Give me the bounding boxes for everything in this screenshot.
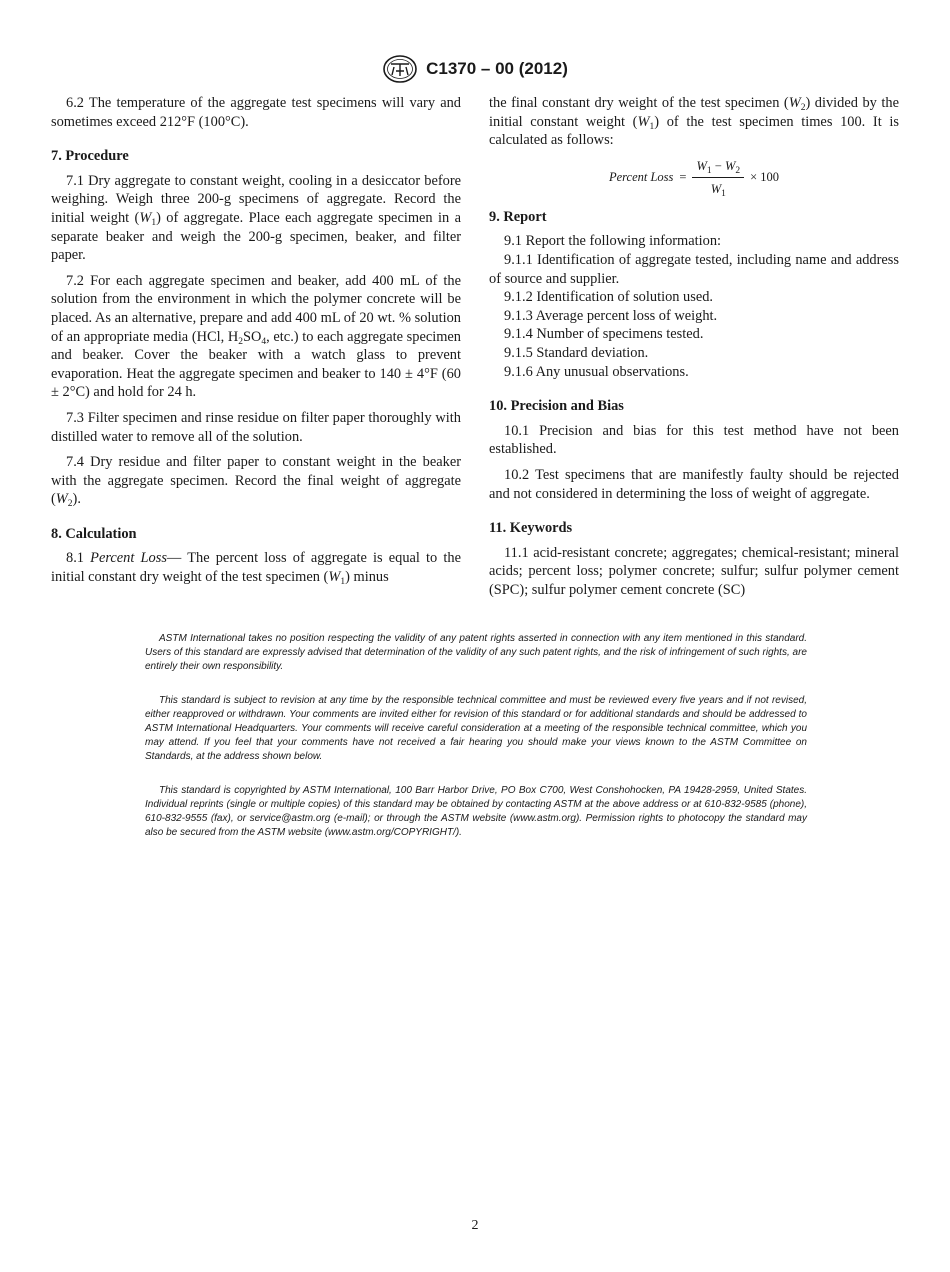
standard-designation: C1370 – 00 (2012): [426, 59, 568, 78]
formula-denominator: $W_1$: [710, 182, 726, 200]
section-8-heading: 8. Calculation: [51, 525, 137, 542]
formula-fraction: [692, 157, 744, 199]
section-9-heading: 9. Report: [489, 208, 547, 225]
section-10-heading: 10. Precision and Bias: [489, 398, 624, 415]
paragraph-8-1: 8.1 Percent Loss— The percent loss of aggregate is equal to the initial constant dry weight of the test specimen $(W_1)$ minus: [51, 550, 461, 588]
formula-equals: =: [679, 170, 687, 185]
paragraph-7-3: 7.3 Filter specimen and rinse residue on filter paper thoroughly with distilled water to remove all of the solution.: [51, 409, 461, 445]
paragraph-8-1-continued: the final constant dry weight of the test specimen $(W_2)$ divided by the initial constant weight $(W_1)$ of the test specimen times 100. It is calculated as follows:: [489, 95, 899, 149]
paragraph-10-1: 10.1 Precision and bias for this test method have not been established.: [489, 422, 899, 458]
section-11-heading: 11. Keywords: [489, 520, 573, 537]
astm-logo-icon: [382, 54, 418, 84]
paragraph-6-2: 6.2 The temperature of the aggregate test specimens will vary and sometimes exceed 212°F (100°C).: [51, 95, 461, 130]
left-column: [51, 94, 461, 587]
paragraph-7-2: 7.2 For each aggregate specimen and beaker, add 400 mL of the solution from the environment in which the polymer concrete will be placed. As an alternative, prepare and add 400 mL of 20 wt. % solution of an appropriate media (HCl, $H_2SO_4$, etc.) to each aggregate specimen and beaker. Cover the beaker with a watch glass to prevent evaporation. Heat the aggregate specimen and beaker to 140 ± 4°F (60 ± 2°C) and hold for 24 h.: [51, 272, 461, 401]
revision-notice: This standard is subject to revision at any time by the responsible technical committee and must be reviewed every five years and if not revised, either reapproved or withdrawn. Your comments are invited either for revision of this standard or for additional standards and should be addressed to ASTM International Headquarters. Your comments will receive careful consideration at a meeting of the responsible technical committee, which you may attend. If you feel that your comments have not received a fair hearing you should make your views known to the ASTM Committee on Standards, at the address shown below.: [145, 695, 807, 762]
right-column: [489, 94, 899, 599]
paragraph-7-4: 7.4 Dry residue and filter paper to constant weight in the beaker with the aggregate specimen. Record the final weight of aggregate $(W_2)$.: [51, 454, 461, 510]
paragraph-9-1-3: 9.1.3 Average percent loss of weight.: [504, 307, 718, 324]
patent-notice: ASTM International takes no position respecting the validity of any patent rights asserted in connection with any item mentioned in this standard. Users of this standard are expressly advised that determination of the validity of any such patent rights, and the risk of infringement of such rights, are entirely their own responsibility.: [145, 633, 807, 672]
paragraph-9-1-1: 9.1.1 Identification of aggregate tested, including name and address of source and supplier.: [489, 251, 899, 287]
formula-lhs: Percent Loss: [608, 170, 674, 185]
percent-loss-formula: [489, 158, 899, 198]
paragraph-11-1: 11.1 acid-resistant concrete; aggregates; chemical-resistant; mineral acids; percent loss; polymer concrete; sulfur; sulfur polymer cement (SPC); sulfur polymer cement concrete (SC): [489, 544, 899, 598]
paragraph-9-1: 9.1 Report the following information:: [504, 233, 722, 250]
paragraph-9-1-4: 9.1.4 Number of specimens tested.: [504, 326, 704, 343]
section-7-heading: 7. Procedure: [51, 148, 129, 165]
paragraph-10-2: 10.2 Test specimens that are manifestly faulty should be rejected and not considered in determining the loss of weight of aggregate.: [489, 466, 899, 502]
astm-notices: [145, 632, 807, 860]
formula-times-100: × 100: [750, 170, 780, 185]
paragraph-9-1-6: 9.1.6 Any unusual observations.: [504, 363, 689, 380]
copyright-notice: This standard is copyrighted by ASTM International, 100 Barr Harbor Drive, PO Box C700, West Conshohocken, PA 19428-2959, United States. Individual reprints (single or multiple copies) of this standard may be obtained by contacting ASTM at the above address or at 610-832-9585 (phone), 610-832-9555 (fax), or service@astm.org (e-mail); or through the ASTM website (www.astm.org). Permission rights to photocopy the standard may also be secured from the ASTM website (www.astm.org/COPYRIGHT/).: [145, 785, 807, 838]
formula-numerator: $W_1 - W_2$: [692, 157, 744, 179]
page-header: [0, 54, 950, 84]
paragraph-9-1-2: 9.1.2 Identification of solution used.: [504, 289, 714, 306]
paragraph-7-1: 7.1 Dry aggregate to constant weight, cooling in a desiccator before weighing. Weigh three 200-g specimens of aggregate. Record the initial weight $(W_1)$ of aggregate. Place each aggregate specimen in a separate beaker and weigh the 200-g specimen, beaker, and filter paper.: [51, 172, 461, 264]
page-number: 2: [471, 1218, 479, 1233]
paragraph-9-1-5: 9.1.5 Standard deviation.: [504, 344, 649, 361]
